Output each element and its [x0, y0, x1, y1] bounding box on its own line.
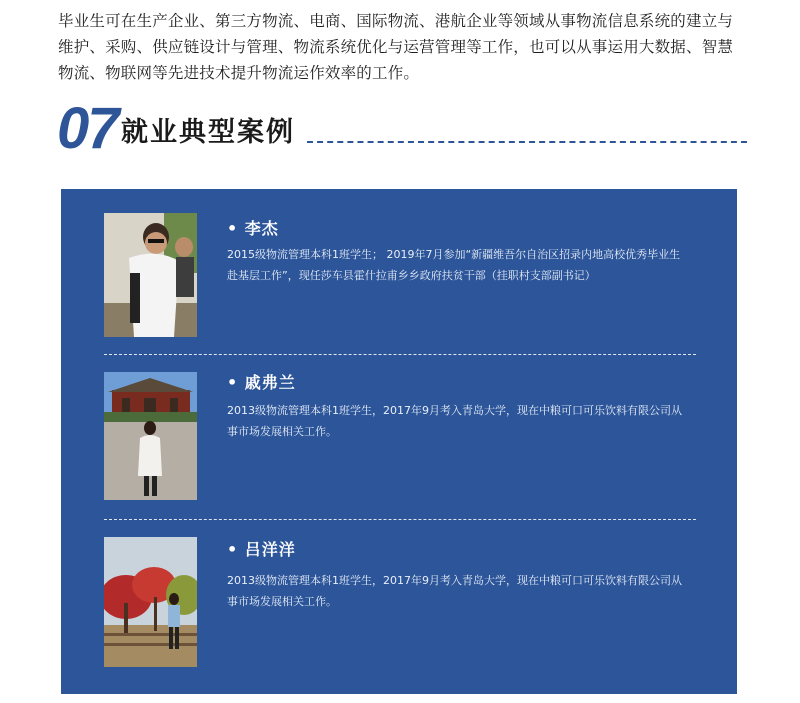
case-name: • 吕洋洋 [227, 540, 296, 559]
case-description: 2013级物流管理本科1班学生，2017年9月考入青岛大学，现在中粮可口可乐饮料有限公司从事市场发展相关工作。 [227, 404, 682, 438]
case-photo-2 [104, 372, 197, 500]
intro-paragraph: 毕业生可在生产企业、第三方物流、电商、国际物流、港航企业等领域从事物流信息系统的建立与维护、采购、供应链设计与管理、物流系统优化与运营管理等工作，也可以从事运用大数据、智慧物流、物联网等先进技术提升物流运作效率的工作。 [58, 12, 734, 82]
case-photo-1 [104, 213, 197, 337]
case-name: • 李杰 [227, 219, 279, 238]
case-separator [104, 354, 696, 355]
case-description: 2013级物流管理本科1班学生，2017年9月考入青岛大学，现在中粮可口可乐饮料有限公司从事市场发展相关工作。 [227, 574, 682, 608]
case-separator [104, 519, 696, 520]
section-number: 07 [57, 96, 118, 161]
case-photo-3 [104, 537, 197, 667]
case-name: • 戚弗兰 [227, 373, 296, 392]
case-description: 2015级物流管理本科1班学生； 2019年7月参加“新疆维吾尔自治区招录内地高校优秀毕业生赴基层工作”，现任莎车县霍什拉甫乡乡政府扶贫干部（挂职村支部副书记） [227, 248, 681, 282]
section-title: 就业典型案例 [121, 117, 295, 148]
section-heading [57, 96, 757, 161]
section-divider-line [307, 141, 747, 143]
cases-panel [61, 189, 737, 694]
